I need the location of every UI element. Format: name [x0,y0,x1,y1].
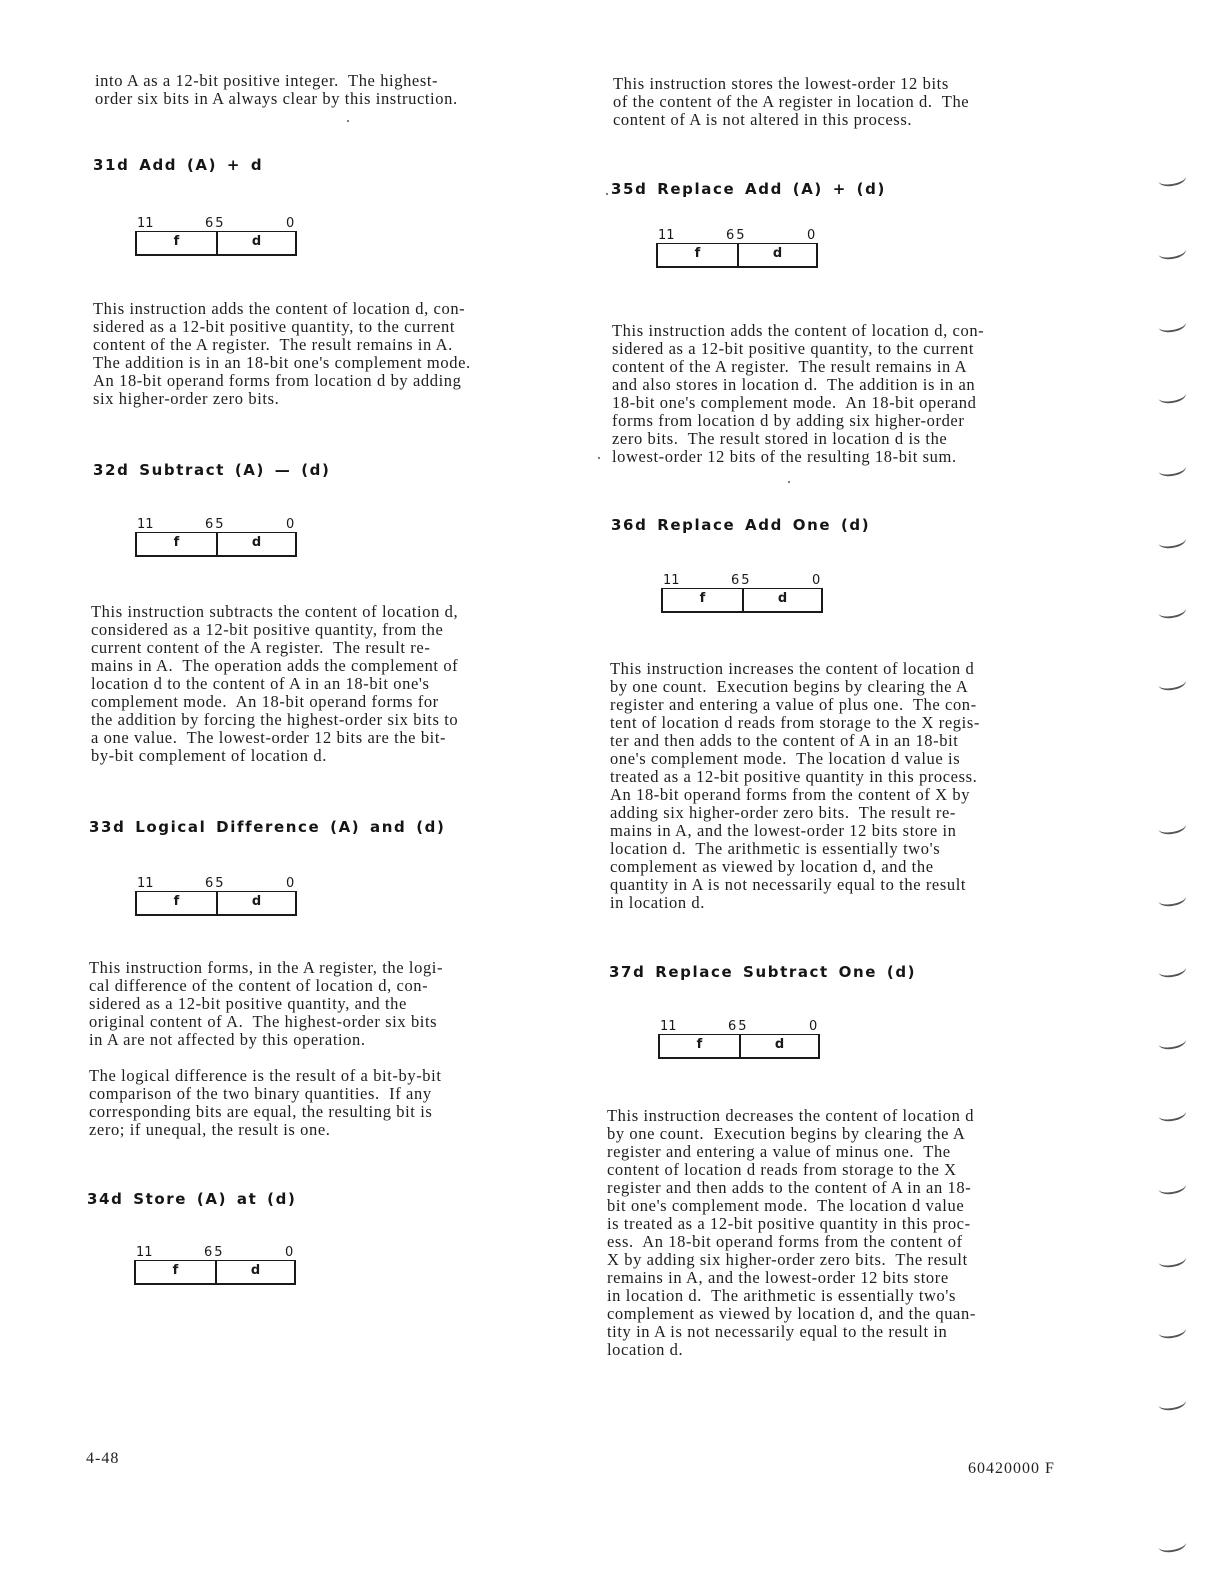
binder-mark [1157,1393,1187,1413]
scan-speck [788,481,790,483]
bit-label-11: 11 [137,517,154,532]
binder-mark [1157,1535,1187,1555]
bit-label-0: 0 [286,876,295,891]
field-d: d [777,591,788,606]
instruction-word-box [135,891,297,916]
field-d: d [774,1037,785,1052]
bit-label-11: 11 [137,876,154,891]
binder-mark [1157,459,1187,479]
field-d: d [772,246,783,261]
right-intro-text: This instruction stores the lowest-order 12 bits of the content of the A register in location d. The content of A is not altered in this process. [613,74,970,129]
heading-37d: 37d Replace Subtract One (d) [609,963,917,981]
field-f: f [663,589,744,611]
bit-label-11: 11 [663,573,680,588]
field-d: d [251,234,262,249]
body-32d: This instruction subtracts the content of location d, considered as a 12-bit positive quantity, from the current content of the A register. The result re- mains in A. The operation adds the complement of location d to the content of A in an 18-bit one's complement mode. An 18-bit operand forms for the addition by forcing the highest-order six bits to a one value. The lowest-order 12 bits are the bit- by-bit complement of location d. [91,602,459,765]
binder-mark [1157,1032,1187,1052]
field-d: d [251,894,262,909]
bit-label-65: 65 [205,216,226,231]
format-diagram-33d [135,877,315,927]
heading-32d: 32d Subtract (A) — (d) [93,461,331,479]
binder-mark [1157,169,1187,189]
instruction-word-box [658,1034,820,1059]
bit-label-0: 0 [285,1245,294,1260]
bit-label-65: 65 [728,1019,749,1034]
bit-label-11: 11 [137,216,154,231]
bit-label-65: 65 [726,228,747,243]
field-f: f [660,1035,741,1057]
instruction-word-box [656,243,818,268]
heading-36d: 36d Replace Add One (d) [611,516,871,534]
binder-mark [1157,960,1187,980]
bit-label-65: 65 [205,876,226,891]
field-f: f [137,533,218,555]
heading-33d: 33d Logical Difference (A) and (d) [89,818,446,836]
scan-speck [347,120,349,122]
body-35d: This instruction adds the content of location d, con- sidered as a 12-bit positive quantity, to the current content of the A register. The result remains in A and also stores in location d. The addition is in an 18-bit one's complement mode. An 18-bit operand forms from location d by adding six higher-order zero bits. The result stored in location d is the lowest-order 12 bits of the resulting 18-bit sum. [612,321,985,466]
binder-mark [1157,1250,1187,1270]
bit-label-65: 65 [205,517,226,532]
binder-mark [1157,889,1187,909]
bit-label-0: 0 [807,228,816,243]
field-d: d [251,535,262,550]
bit-label-11: 11 [136,1245,153,1260]
body-33d-continued: The logical difference is the result of a bit-by-bit comparison of the two binary quantities. If any corresponding bits are equal, the resulting bit is zero; if unequal, the result is one. [89,1066,442,1139]
format-diagram-31d [135,217,315,267]
field-f: f [137,892,218,914]
body-37d: This instruction decreases the content of location d by one count. Execution begins by clearing the A register and entering a value of minus one. The content of location d reads from storage to the X register and then adds to the content of A in an 18- bit one's complement mode. The location d value is treated as a 12-bit positive quantity in this proc- ess. An 18-bit operand forms from the content of X by adding six higher-order zero bits. The result remains in A, and the lowest-order 12 bits store in location d. The arithmetic is essentially two's complement as viewed by location d, and the quan- tity in A is not necessarily equal to the result in location d. [607,1106,976,1359]
binder-mark [1157,1104,1187,1124]
scan-speck [598,457,600,459]
field-f: f [136,1261,217,1283]
binder-mark [1157,242,1187,262]
bit-label-11: 11 [658,228,675,243]
binder-mark [1157,1321,1187,1341]
body-33d: This instruction forms, in the A register, the logi- cal difference of the content of location d, con- sidered as a 12-bit positive quantity, and the original content of A. The highest-order six bits in A are not affected by this operation. [89,958,444,1049]
bit-label-11: 11 [660,1019,677,1034]
left-intro-text: into A as a 12-bit positive integer. The highest- order six bits in A always clear by this instruction. [95,71,458,108]
instruction-word-box [135,532,297,557]
bit-label-0: 0 [809,1019,818,1034]
binder-mark [1157,386,1187,406]
binder-mark [1157,1177,1187,1197]
instruction-word-box [661,588,823,613]
format-diagram-35d [656,229,836,279]
page-number: 4-48 [86,1450,120,1467]
bit-label-0: 0 [812,573,821,588]
body-36d: This instruction increases the content of location d by one count. Execution begins by clearing the A register and entering a value of plus one. The con- tent of location d reads from storage to the X regis- ter and then adds to the content of A in an 18-bit one's complement mode. The location d value is treated as a 12-bit positive quantity in this process. An 18-bit operand forms from the content of X by adding six higher-order zero bits. The result re- mains in A, and the lowest-order 12 bits store in location d. The arithmetic is essentially two's complement as viewed by location d, and the quantity in A is not necessarily equal to the result in location d. [610,659,980,912]
field-f: f [658,244,739,266]
instruction-word-box [134,1260,296,1285]
format-diagram-36d [661,574,841,624]
format-diagram-37d [658,1020,838,1070]
bit-label-0: 0 [286,517,295,532]
binder-mark [1157,601,1187,621]
format-diagram-32d [135,518,315,568]
format-diagram-34d [134,1246,314,1296]
bit-label-65: 65 [204,1245,225,1260]
binder-mark [1157,673,1187,693]
document-number: 60420000 F [968,1460,1055,1477]
field-f: f [137,232,218,254]
scan-speck [606,193,608,195]
bit-label-0: 0 [286,216,295,231]
body-31d: This instruction adds the content of location d, con- sidered as a 12-bit positive quantity, to the current content of the A register. The result remains in A. The addition is in an 18-bit one's complement mode. An 18-bit operand forms from location d by adding six higher-order zero bits. [93,299,471,408]
field-d: d [250,1263,261,1278]
heading-34d: 34d Store (A) at (d) [87,1190,297,1208]
heading-31d: 31d Add (A) + d [93,156,264,174]
binder-mark [1157,315,1187,335]
binder-mark [1157,531,1187,551]
binder-mark [1157,817,1187,837]
bit-label-65: 65 [731,573,752,588]
instruction-word-box [135,231,297,256]
heading-35d: 35d Replace Add (A) + (d) [611,180,886,198]
